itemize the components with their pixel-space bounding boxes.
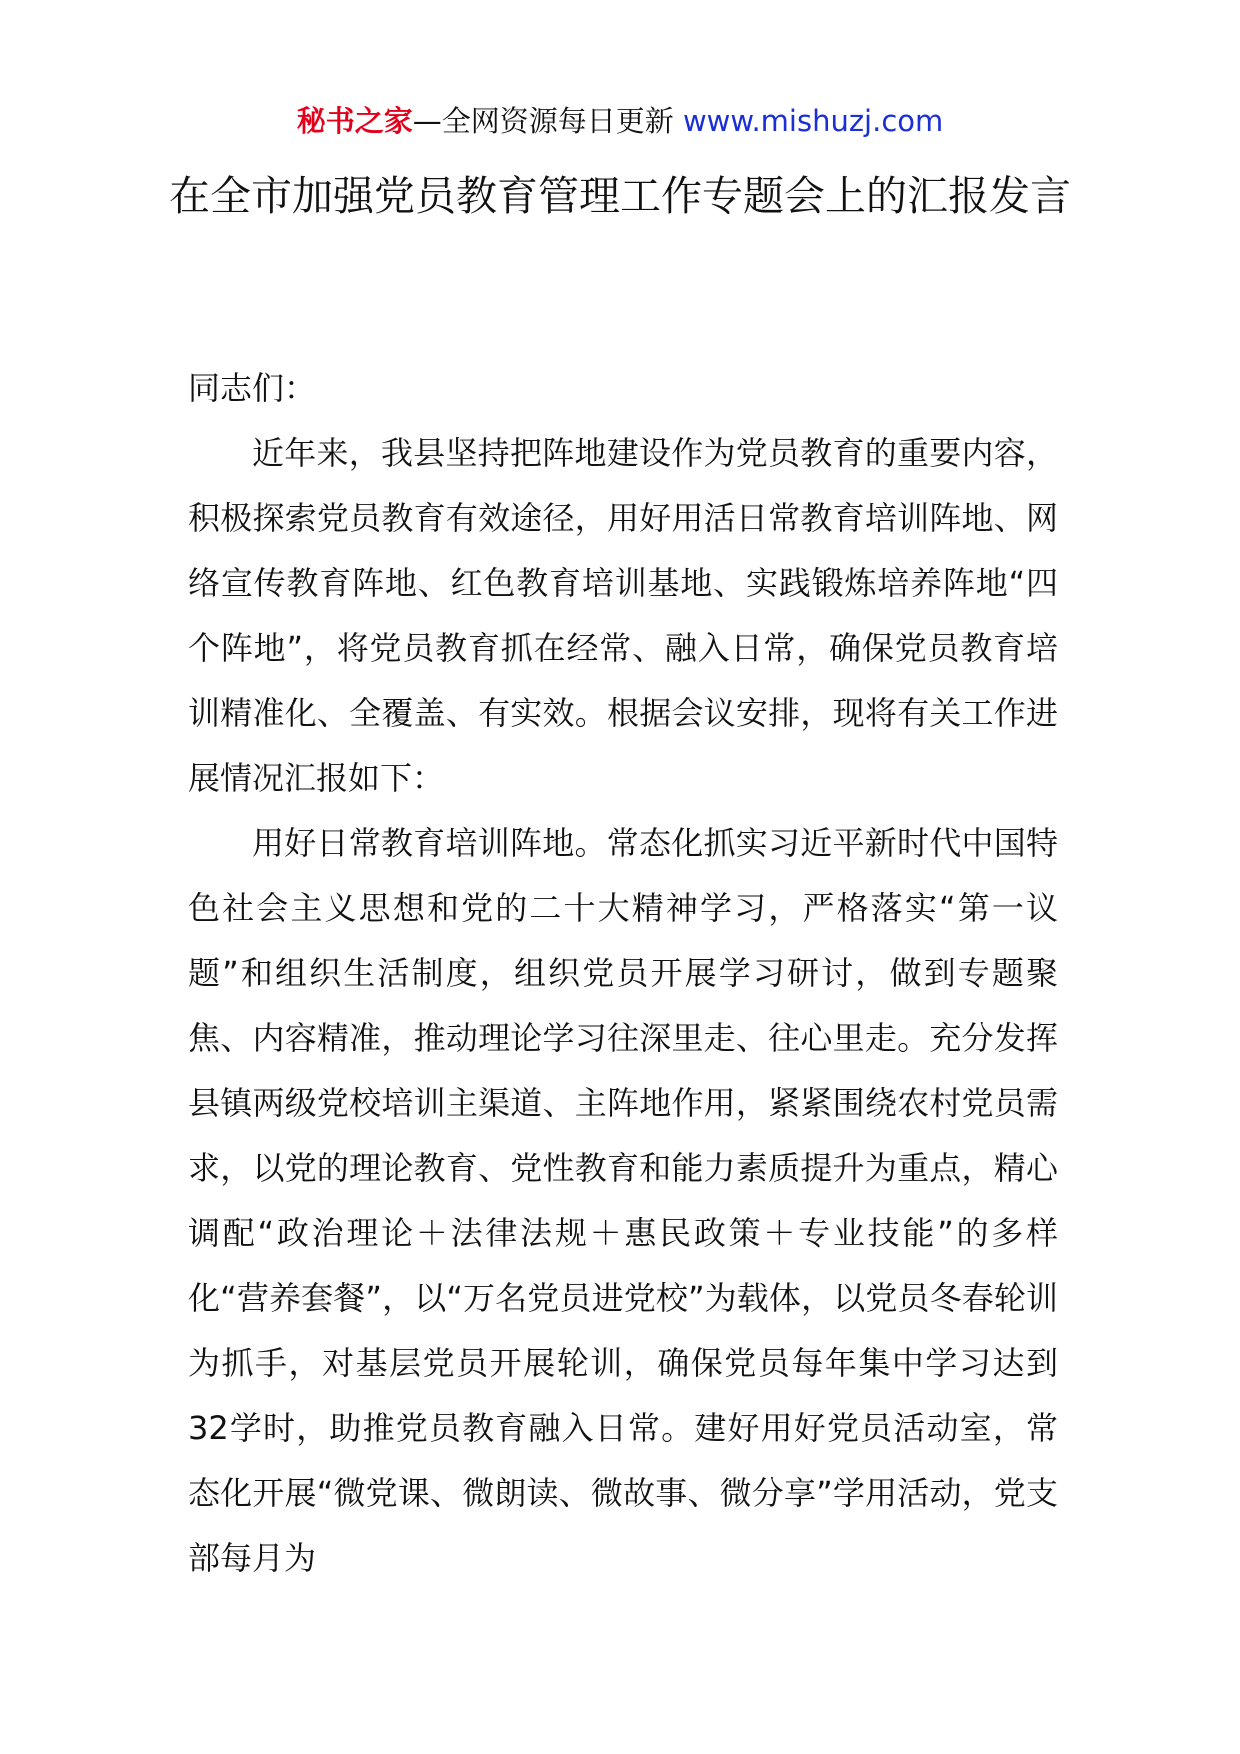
site-header (0, 101, 1240, 141)
body-paragraph-training: 用好日常教育培训阵地。常态化抓实习近平新时代中国特色社会主义思想和党的二十大精神学习，严格落实“第一议题”和组织生活制度，组织党员开展学习研讨，做到专题聚焦、内容精准，推动理论学习往深里走、往心里走。充分发挥县镇两级党校培训主渠道、主阵地作用，紧紧围绕农村党员需求，以党的理论教育、党性教育和能力素质提升为重点，精心调配“政治理论＋法律法规＋惠民政策＋专业技能”的多样化“营养套餐”，以“万名党员进党校”为载体，以党员冬春轮训为抓手，对基层党员开展轮训，确保党员每年集中学习达到32学时，助推党员教育融入日常。建好用好党员活动室，常态化开展“微党课、微朗读、微故事、微分享”学用活动，党支部每月为 (188, 824, 1058, 1577)
document-title: 在全市加强党员教育管理工作专题会上的汇报发言 (169, 172, 1071, 220)
body-paragraph-intro: 近年来，我县坚持把阵地建设作为党员教育的重要内容，积极探索党员教育有效途径，用好用活日常教育培训阵地、网络宣传教育阵地、红色教育培训基地、实践锻炼培养阵地“四个阵地”，将党员教育抓在经常、融入日常，确保党员教育培训精准化、全覆盖、有实效。根据会议安排，现将有关工作进展情况汇报如下： (188, 434, 1058, 797)
site-url-link[interactable]: www.mishuzj.com (682, 104, 944, 138)
site-tagline: —全网资源每日更新 (412, 104, 674, 138)
document-body (188, 356, 1058, 1591)
brand-name: 秘书之家 (296, 104, 413, 138)
salutation: 同志们： (188, 369, 317, 407)
